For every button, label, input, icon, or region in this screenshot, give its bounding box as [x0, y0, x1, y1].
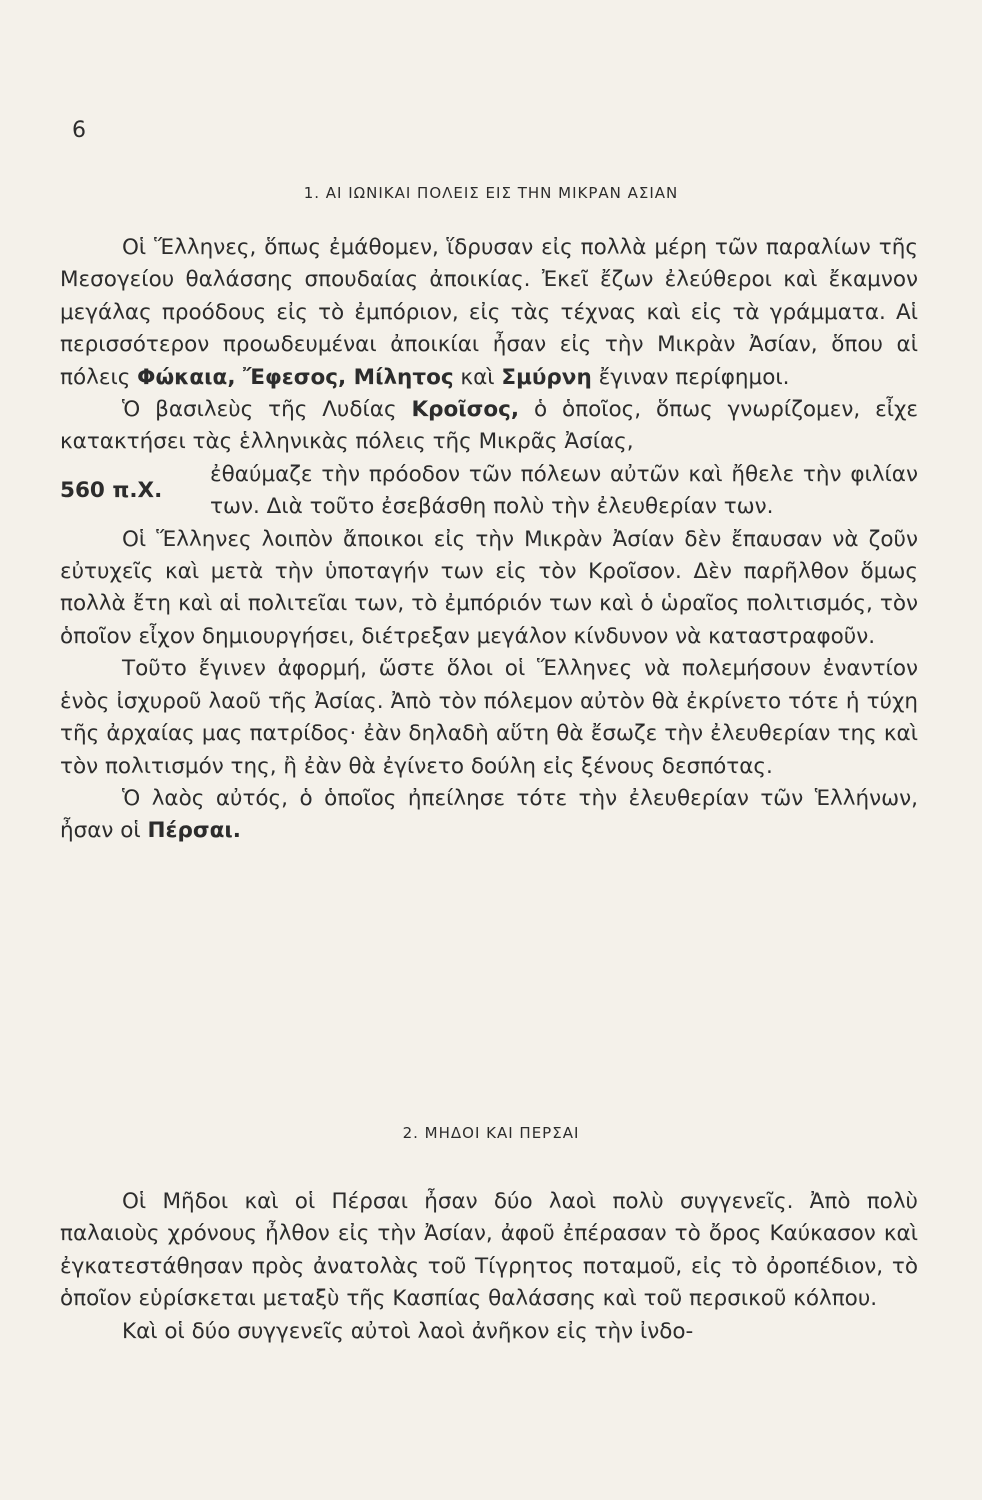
paragraph	[60, 783, 918, 848]
page-number: 6	[72, 118, 86, 143]
paragraph: Οἱ Μῆδοι καὶ οἱ Πέρσαι ἦσαν δύο λαοὶ πολὺ συγγενεῖς. Ἀπὸ πολὺ παλαιοὺς χρόνους ἦλθον εἰς τὴν Ἀσίαν, ἀφοῦ ἐπέρασαν τὸ ὄρος Καύκασον καὶ ἐγκατεστάθησαν πρὸς ἀνατολὰς τοῦ Τίγρητος ποταμοῦ, εἰς τὸ ὀροπέδιον, τὸ ὁποῖον εὑρίσκεται μεταξὺ τῆς Κασπίας θαλάσσης καὶ τοῦ περσικοῦ κόλπου.	[60, 1189, 918, 1312]
section-1-body	[60, 232, 918, 848]
text-run: Οἱ Ἕλληνες, ὅπως ἐμάθομεν, ἵδρυσαν εἰς πολλὰ μέρη τῶν παραλίων τῆς Μεσογείου θαλάσσης σπουδαίας ἀποικίας. Ἐκεῖ ἔζων ἐλεύθεροι καὶ ἔκαμνον μεγάλας προόδους εἰς τὸ ἐμπόριον, εἰς τὰς τέχνας καὶ εἰς τὰ γράμματα. Αἱ περισσότερον προωδευμέναι ἀποικίαι ἦσαν εἰς τὴν Μικρὰν Ἀσίαν, ὅπου αἱ πόλεις	[60, 235, 918, 390]
section-heading-1: 1. ΑΙ ΙΩΝΙΚΑΙ ΠΟΛΕΙΣ ΕΙΣ ΤΗΝ ΜΙΚΡΑΝ ΑΣΙΑΝ	[303, 184, 679, 202]
text-run: ἐθαύμαζε τὴν πρόοδον τῶν πόλεων αὐτῶν καὶ ἤθελε τὴν φιλίαν των. Διὰ τοῦτο ἐσεβάσθη πολὺ τὴν ἐλευθερίαν των.	[210, 461, 918, 520]
section-heading-2: 2. ΜΗΔΟΙ ΚΑΙ ΠΕΡΣΑΙ	[402, 1124, 580, 1142]
paragraph	[60, 394, 918, 459]
bold-term: Πέρσαι.	[147, 818, 241, 844]
text-run: ὁ ὁποῖος, ὅπως γνωρίζομεν, εἶχε κατακτήσει τὰς ἑλληνικὰς πόλεις τῆς Μικρᾶς Ἀσίας,	[60, 397, 919, 455]
bold-term: Κροῖσος,	[411, 397, 520, 423]
paragraph	[60, 459, 918, 524]
text-run: ἔγιναν περίφημοι.	[591, 364, 790, 390]
text-run: Ὁ βασιλεὺς τῆς Λυδίας	[122, 397, 412, 423]
text-run: Ὁ λαὸς αὐτός, ὁ ὁποῖος ἠπείλησε τότε τὴν ἐλευθερίαν τῶν Ἑλλήνων, ἦσαν οἱ	[60, 785, 918, 844]
text-run: καὶ	[453, 364, 502, 390]
paragraph	[60, 232, 918, 394]
bold-term: Σμύρνη	[501, 364, 592, 390]
bold-term: Φώκαια, Ἔφεσος, Μίλητος	[137, 364, 454, 390]
paragraph: Τοῦτο ἔγινεν ἀφορμή, ὥστε ὅλοι οἱ Ἕλληνες νὰ πολεμήσουν ἐναντίον ἑνὸς ἰσχυροῦ λαοῦ τῆς Ἀσίας. Ἀπὸ τὸν πόλεμον αὐτὸν θὰ ἐκρίνετο τότε ἡ τύχη τῆς ἀρχαίας μας πατρίδος· ἐὰν δηλαδὴ αὕτη θὰ ἔσωζε τὴν ἐλευθερίαν της καὶ τὸν πολιτισμόν της, ἢ ἐὰν θὰ ἐγίνετο δούλη εἰς ξένους δεσπότας.	[60, 656, 918, 779]
paragraph: Καὶ οἱ δύο συγγενεῖς αὐτοὶ λαοὶ ἀνῆκον εἰς τὴν ἰνδο-	[122, 1318, 694, 1344]
margin-date: 560 π.Χ.	[60, 477, 163, 503]
section-2-body	[60, 1186, 918, 1348]
paragraph: Οἱ Ἕλληνες λοιπὸν ἄποικοι εἰς τὴν Μικρὰν Ἀσίαν δὲν ἔπαυσαν νὰ ζοῦν εὐτυχεῖς καὶ μετὰ τὴν ὑποταγήν των εἰς τὸν Κροῖσον. Δὲν παρῆλθον ὅμως πολλὰ ἔτη καὶ αἱ πολιτεῖαι των, τὸ ἐμπόριόν των καὶ ὁ ὡραῖος πολιτισμός, τὸν ὁποῖον εἶχον δημιουργήσει, διέτρεξαν μεγάλον κίνδυνον νὰ καταστραφοῦν.	[60, 526, 918, 649]
